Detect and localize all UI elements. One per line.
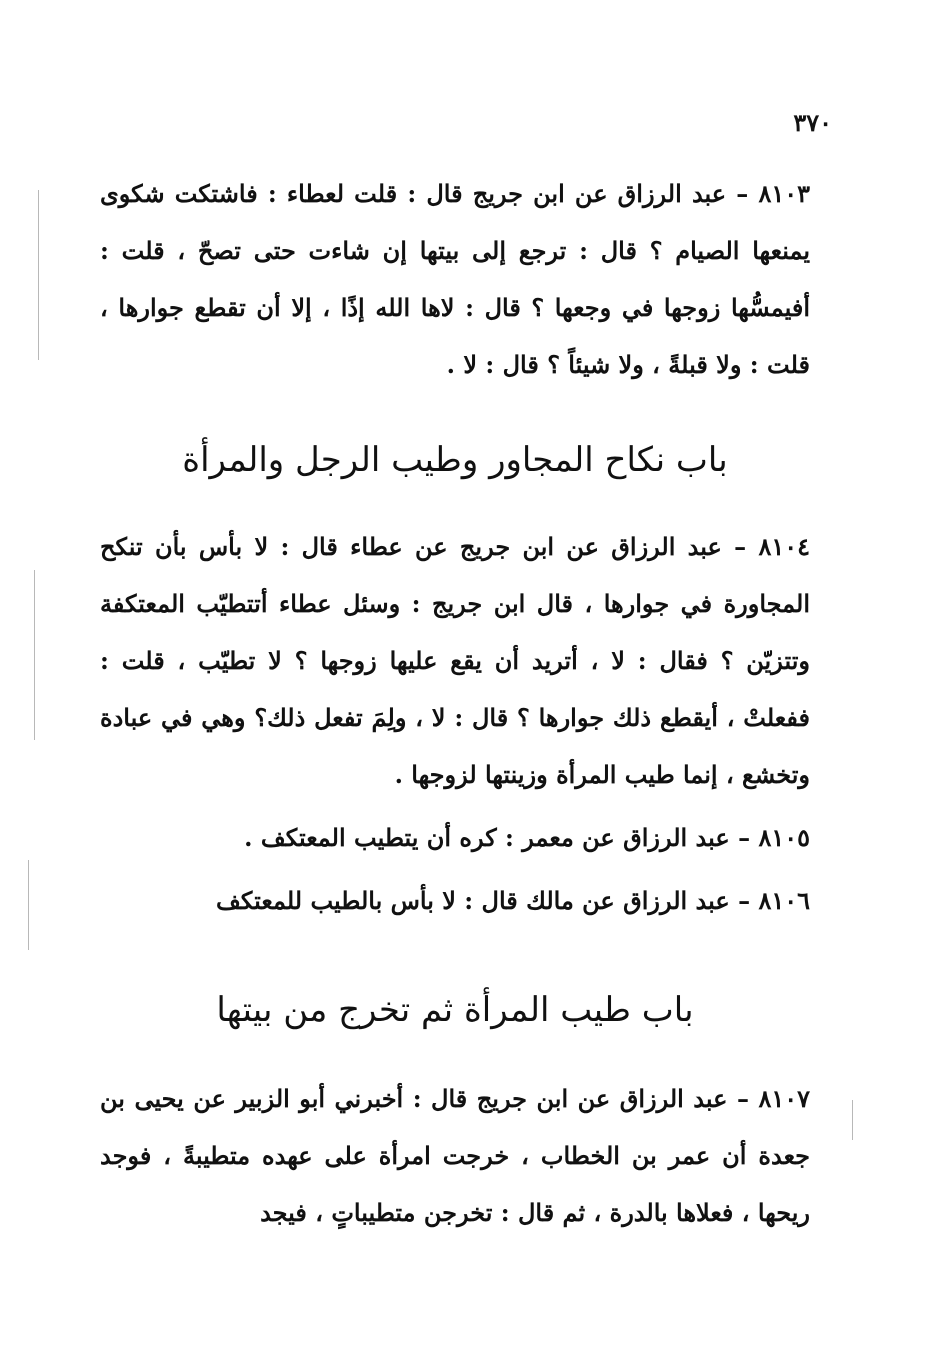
hadith-block-3 [100,1070,810,1241]
hadith-8104: ٨١٠٤ – عبد الرزاق عن ابن جريج عن عطاء قال : لا بأس بأن تنكح المجاورة في جوارها ، قال ابن جريج : وسئل عطاء أتتطيّب المعتكفة وتتزيّن ؟ فقال : لا ، أتريد أن يقع عليها زوجها ؟ لا تطيّب ، قلت : ففعلتْ ، أيقطع ذلك جوارها ؟ قال : لا ، ولِمَ تفعل ذلك؟ وهي في عبادة وتخشع ، إنما طيب المرأة وزينتها لزوجها . [100,532,811,789]
hadith-8105: ٨١٠٥ – عبد الرزاق عن معمر : كره أن يتطيب المعتكف . [244,823,810,852]
scan-margin-line [38,190,39,360]
hadith-block-2 [100,518,810,929]
hadith-8107: ٨١٠٧ – عبد الرزاق عن ابن جريج قال : أخبرني أبو الزبير عن يحيى بن جعدة أن عمر بن الخطاب ، خرجت امرأة على عهده متطيبةً ، فوجد ريحها ، فعلاها بالدرة ، ثم قال : تخرجن متطيباتٍ ، فيجد [100,1084,810,1227]
scan-margin-line [34,570,35,740]
scan-margin-line [852,1100,853,1140]
hadith-8106: ٨١٠٦ – عبد الرزاق عن مالك قال : لا بأس بالطيب للمعتكف [216,886,810,915]
page-number: ٣٧٠ [793,108,832,137]
chapter-heading-2: باب طيب المرأة ثم تخرج من بيتها [216,990,694,1030]
hadith-8103: ٨١٠٣ – عبد الرزاق عن ابن جريج قال : قلت لعطاء : فاشتكت شكوى يمنعها الصيام ؟ قال : ترجع إلى بيتها إن شاءت حتى تصحّ ، قلت : أفيمسُّها زوجها في وجعها ؟ قال : لاها الله إذًا ، إلا أن تقطع جوارها ، قلت : ولا قبلةً ، ولا شيئاً ؟ قال : لا . [100,179,810,379]
scan-margin-line [28,860,29,950]
hadith-block-1 [100,165,810,393]
chapter-heading-1: باب نكاح المجاور وطيب الرجل والمرأة [182,440,728,480]
